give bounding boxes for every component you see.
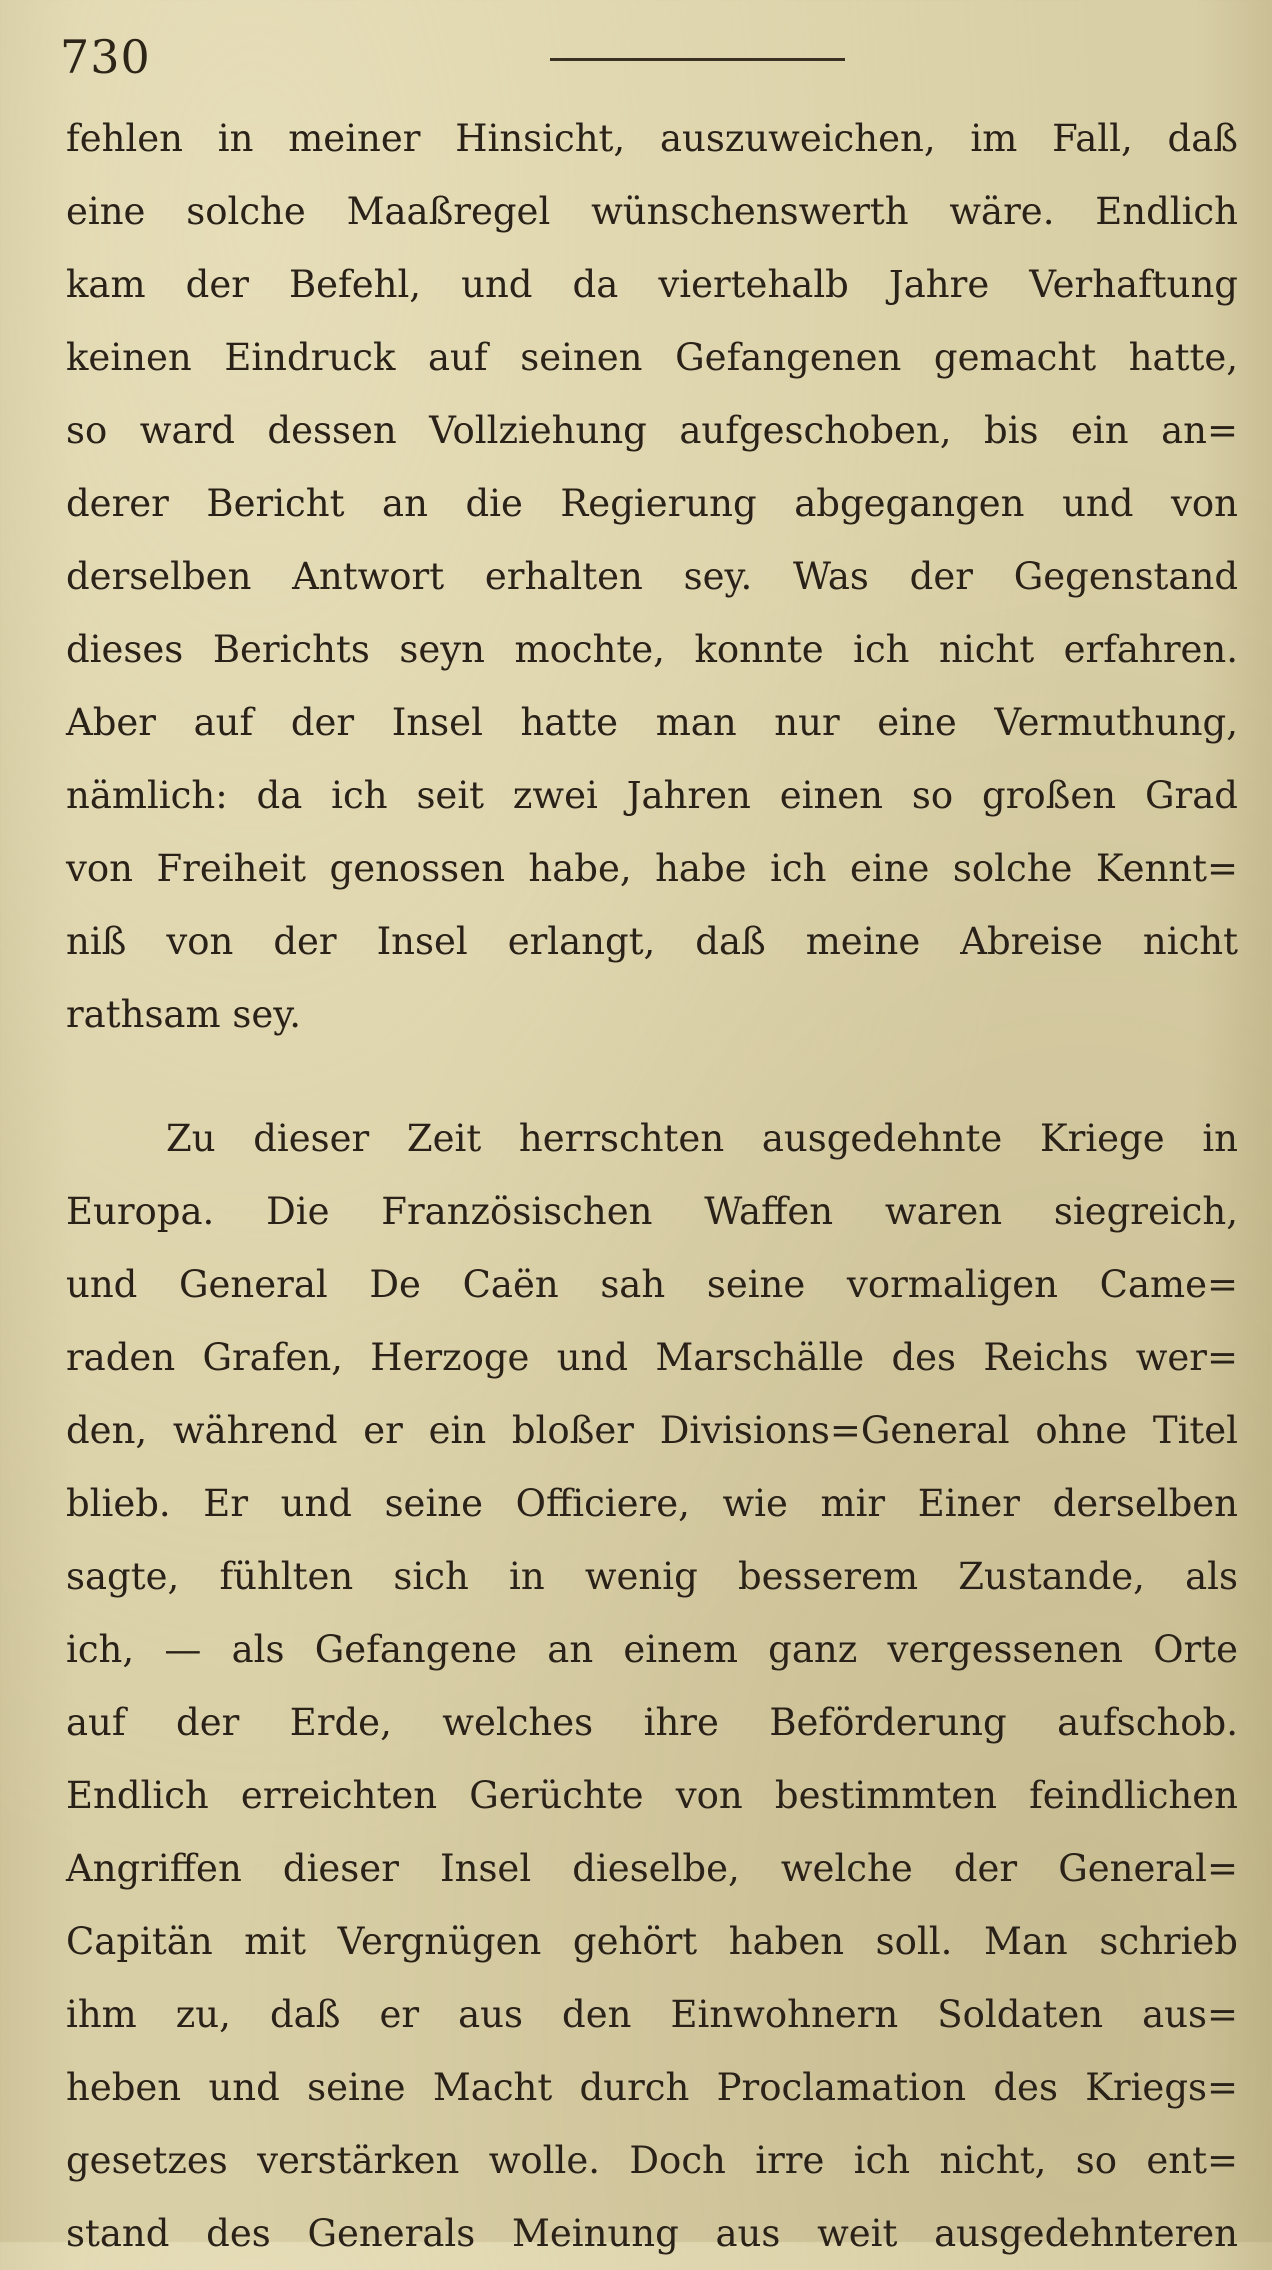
- text-line: stand des Generals Meinung aus weit ausgedehnteren: [66, 2212, 1238, 2255]
- text-line: von Freiheit genossen habe, habe ich eine solche Kennt=: [66, 847, 1238, 890]
- text-line: den, während er ein bloßer Divisions=General ohne Titel: [66, 1409, 1238, 1452]
- text-line: Aber auf der Insel hatte man nur eine Vermuthung,: [66, 701, 1238, 744]
- paragraph-1: [66, 102, 1238, 1051]
- text-line: derselben Antwort erhalten sey. Was der Gegenstand: [66, 555, 1238, 598]
- text-line: so ward dessen Vollziehung aufgeschoben, bis ein an=: [66, 409, 1238, 452]
- text-line: fehlen in meiner Hinsicht, auszuweichen, im Fall, daß: [66, 117, 1238, 160]
- text-line: heben und seine Macht durch Proclamation des Kriegs=: [66, 2066, 1238, 2109]
- text-line: rathsam sey.: [66, 993, 301, 1036]
- paragraph-2: [66, 1102, 1238, 2270]
- text-line: und General De Caën sah seine vormaligen Came=: [66, 1263, 1238, 1306]
- text-line: Zu dieser Zeit herrschten ausgedehnte Kriege in: [166, 1117, 1238, 1160]
- text-line: nämlich: da ich seit zwei Jahren einen so großen Grad: [66, 774, 1238, 817]
- text-line: raden Grafen, Herzoge und Marschälle des Reichs wer=: [66, 1336, 1238, 1379]
- text-line: kam der Befehl, und da viertehalb Jahre Verhaftung: [66, 263, 1238, 306]
- text-line: blieb. Er und seine Officiere, wie mir Einer derselben: [66, 1482, 1238, 1525]
- header-rule: [550, 58, 845, 61]
- text-line: gesetzes verstärken wolle. Doch irre ich nicht, so ent=: [66, 2139, 1238, 2182]
- page-header: [60, 30, 1220, 90]
- text-line: derer Bericht an die Regierung abgegangen und von: [66, 482, 1238, 525]
- text-line: auf der Erde, welches ihre Beförderung aufschob.: [66, 1701, 1238, 1744]
- text-line: Angriffen dieser Insel dieselbe, welche der General=: [66, 1847, 1238, 1890]
- text-line: Endlich erreichten Gerüchte von bestimmten feindlichen: [66, 1774, 1238, 1817]
- text-line: eine solche Maaßregel wünschenswerth wäre. Endlich: [66, 190, 1238, 233]
- text-line: Europa. Die Französischen Waffen waren siegreich,: [66, 1190, 1238, 1233]
- text-line: sagte, fühlten sich in wenig besserem Zustande, als: [66, 1555, 1238, 1598]
- text-line: ihm zu, daß er aus den Einwohnern Soldaten aus=: [66, 1993, 1238, 2036]
- text-line: dieses Berichts seyn mochte, konnte ich nicht erfahren.: [66, 628, 1238, 671]
- text-line: ich, — als Gefangene an einem ganz vergessenen Orte: [66, 1628, 1238, 1671]
- page-number: 730: [60, 30, 151, 84]
- text-line: keinen Eindruck auf seinen Gefangenen gemacht hatte,: [66, 336, 1238, 379]
- text-line: niß von der Insel erlangt, daß meine Abreise nicht: [66, 920, 1238, 963]
- text-line: Capitän mit Vergnügen gehört haben soll. Man schrieb: [66, 1920, 1238, 1963]
